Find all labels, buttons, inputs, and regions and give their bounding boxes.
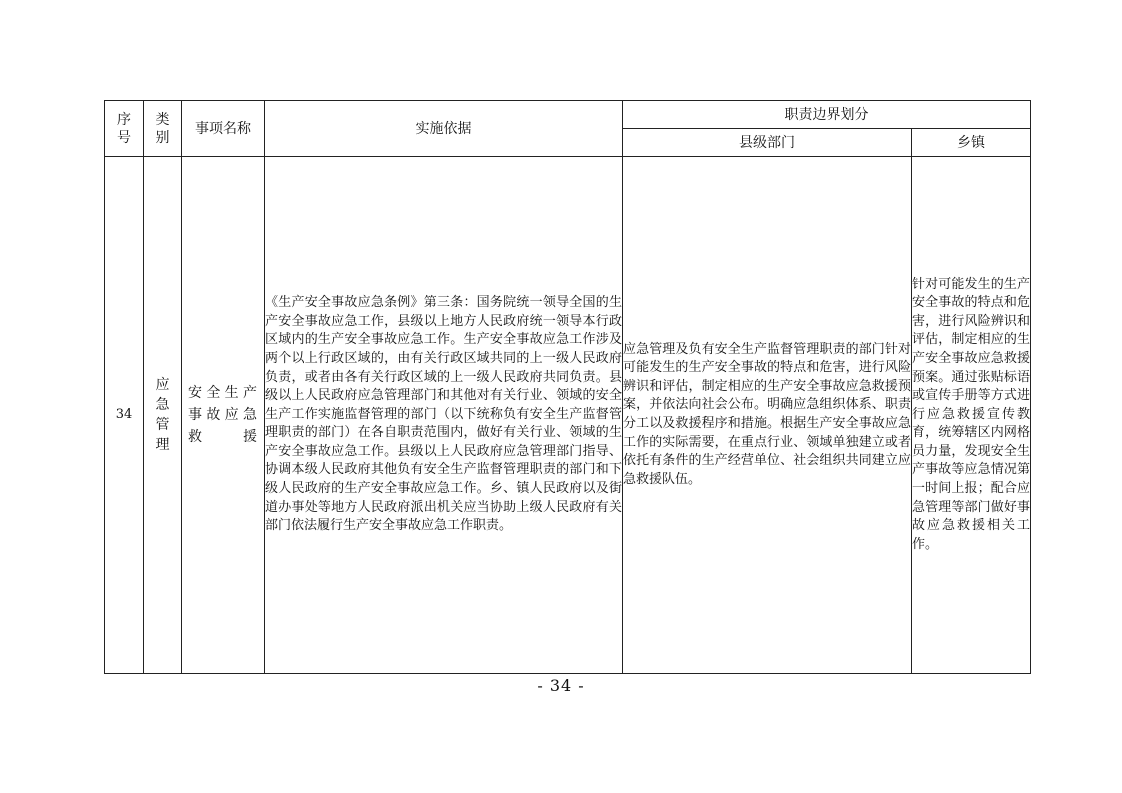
header-township: 乡镇 (912, 129, 1031, 157)
table-row (105, 157, 1031, 674)
header-basis: 实施依据 (265, 101, 623, 157)
row-item-name (182, 157, 265, 674)
row-township: 针对可能发生的生产安全事故的特点和危害，进行风险辨识和评估，制定相应的生产安全事故应急救援预案。通过张贴标语或宣传手册等方式进行应急救援宣传教育，统筹辖区内网格员力量，发现安全生产事故等应急情况第一时间上报；配合应急管理等部门做好事故应急救援相关工作。 (912, 157, 1031, 674)
page-number: - 34 - (537, 676, 585, 695)
header-county: 县级部门 (623, 129, 912, 157)
row-seq: 34 (105, 157, 144, 674)
header-category (144, 101, 182, 157)
responsibility-table (104, 100, 1031, 674)
header-category-label: 类别 (155, 111, 170, 146)
row-item-name-text: 安全生产事故应急救援 (188, 385, 258, 445)
row-basis: 《生产安全事故应急条例》第三条：国务院统一领导全国的生产安全事故应急工作，县级以上地方人民政府统一领导本行政区域内的生产安全事故应急工作。生产安全事故应急工作涉及两个以上行政区域的，由有关行政区域共同的上一级人民政府负责，或者由各有关行政区域的上一级人民政府共同负责。县级以上人民政府应急管理部门和其他对有关行业、领域的安全生产工作实施监督管理的部门（以下统称负有安全生产监督管理职责的部门）在各自职责范围内，做好有关行业、领域的生产安全事故应急工作。县级以上人民政府应急管理部门指导、协调本级人民政府其他负有安全生产监督管理职责的部门和下级人民政府的生产安全事故应急工作。乡、镇人民政府以及街道办事处等地方人民政府派出机关应当协助上级人民政府有关部门依法履行生产安全事故应急工作职责。 (265, 157, 623, 674)
row-category (144, 157, 182, 674)
header-seq-label: 序号 (117, 111, 131, 146)
header-row-1 (105, 101, 1031, 129)
row-category-text: 应急管理 (155, 376, 170, 453)
header-item-name: 事项名称 (182, 101, 265, 157)
header-division: 职责边界划分 (623, 101, 1031, 129)
header-seq (105, 101, 144, 157)
row-county: 应急管理及负有安全生产监督管理职责的部门针对可能发生的生产安全事故的特点和危害，进行风险辨识和评估，制定相应的生产安全事故应急救援预案，并依法向社会公布。明确应急组织体系、职责分工以及救援程序和措施。根据生产安全事故应急工作的实际需要，在重点行业、领域单独建立或者依托有条件的生产经营单位、社会组织共同建立应急救援队伍。 (623, 157, 912, 674)
